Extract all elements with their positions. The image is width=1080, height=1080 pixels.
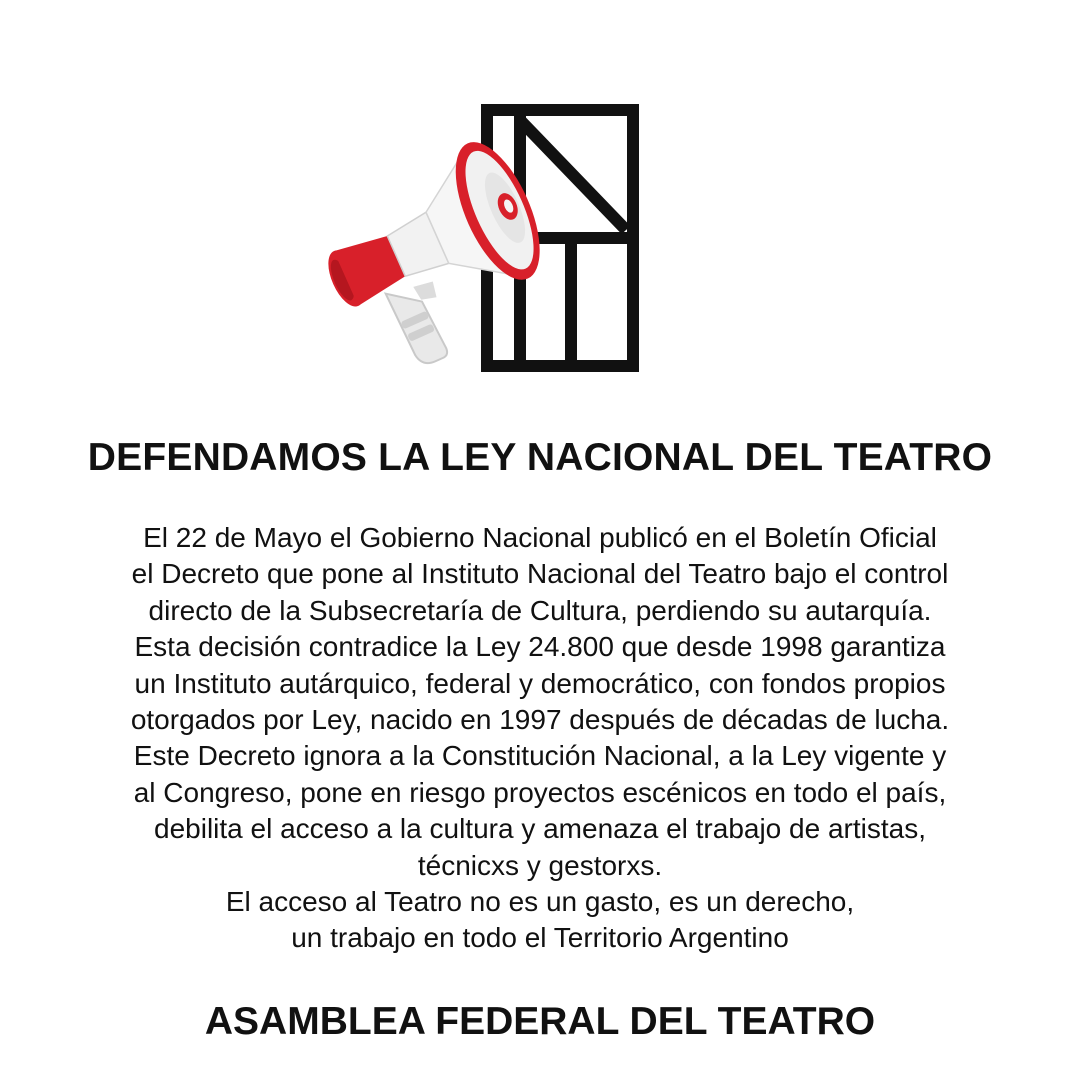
statement-line: debilita el acceso a la cultura y amenaza el trabajo de artistas, xyxy=(154,813,926,845)
statement-line: al Congreso, pone en riesgo proyectos escénicos en todo el país, xyxy=(133,776,947,808)
statement-line: Este Decreto ignora a la Constitución Nacional, a la Ley vigente y xyxy=(133,740,947,772)
statement-line: otorgados por Ley, nacido en 1997 después de décadas de lucha. xyxy=(130,704,950,736)
statement-line: directo de la Subsecretaría de Cultura, perdiendo su autarquía. xyxy=(148,594,932,626)
statement-line: El acceso al Teatro no es un gasto, es un derecho, xyxy=(225,886,855,918)
statement-line: El 22 de Mayo el Gobierno Nacional publicó en el Boletín Oficial xyxy=(143,522,937,553)
signature-title: ASAMBLEA FEDERAL DEL TEATRO xyxy=(204,1000,876,1043)
statement-body xyxy=(20,520,1060,957)
headline: DEFENDAMOS LA LEY NACIONAL DEL TEATRO xyxy=(87,436,993,479)
statement-line: Esta decisión contradice la Ley 24.800 que desde 1998 garantiza xyxy=(134,631,946,663)
header-graphic xyxy=(300,90,660,390)
statement-line: técnicxs y gestorxs. xyxy=(417,849,663,881)
statement-line: un trabajo en todo el Territorio Argentino xyxy=(291,922,789,954)
statement-line: el Decreto que pone al Instituto Nacional del Teatro bajo el control xyxy=(131,558,949,590)
megaphone-icon xyxy=(303,130,572,386)
statement-line: un Instituto autárquico, federal y democrático, con fondos propios xyxy=(134,667,946,699)
